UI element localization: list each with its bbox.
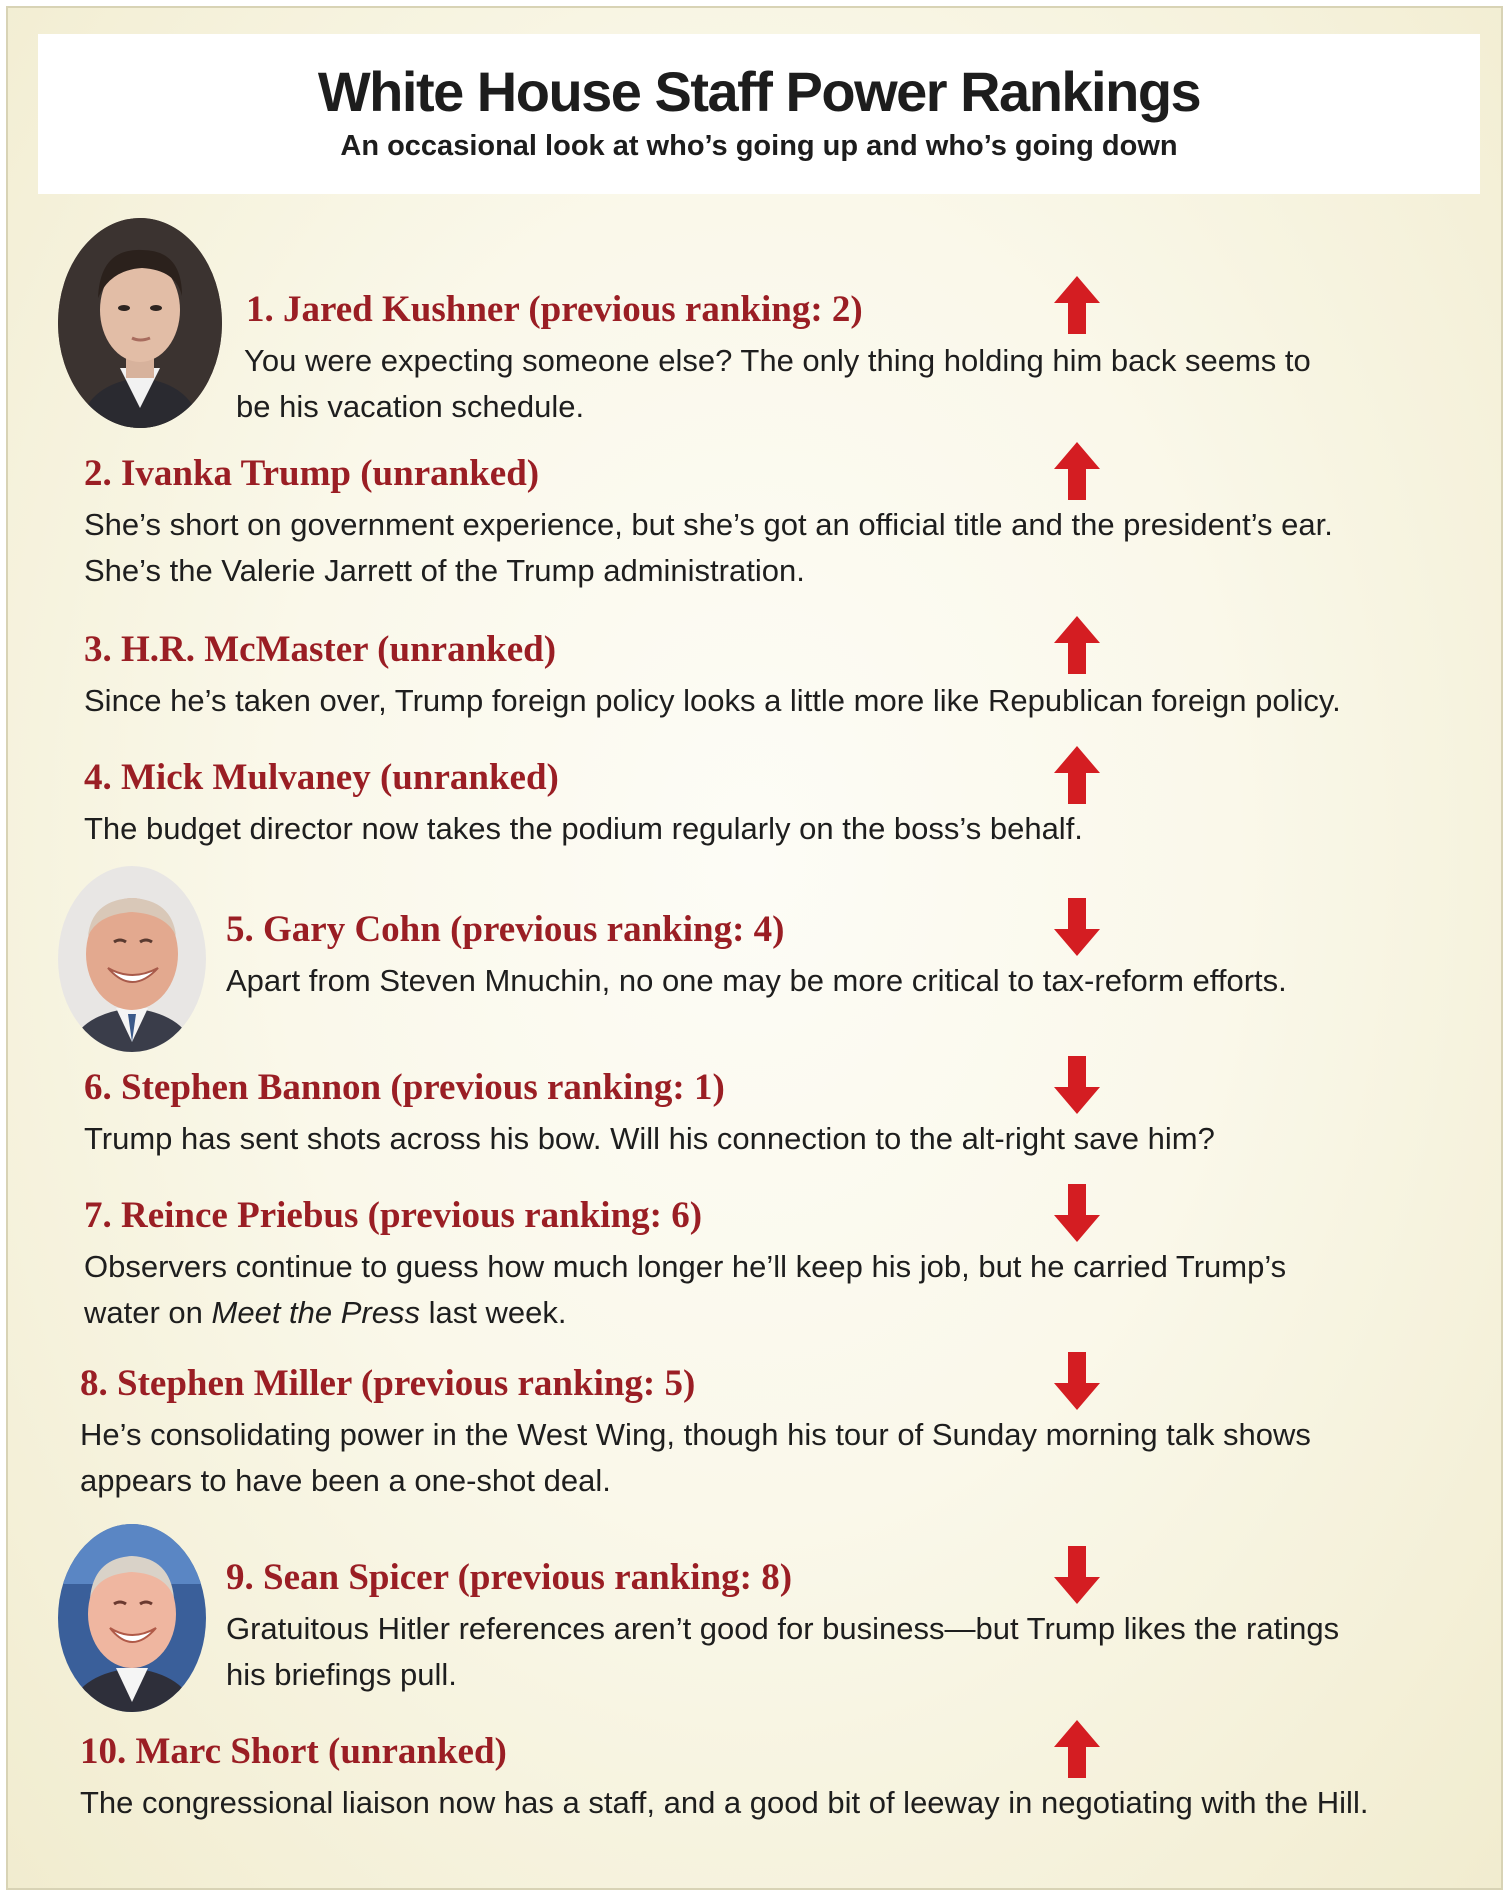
ranking-description: The congressional liaison now has a staff, and a good bit of leeway in negotiating with the Hill. [80,1785,1369,1820]
ranking-description: You were expecting someone else? The only thing holding him back seems to be his vacation schedule. [236,343,1311,424]
portrait-jared-kushner [58,218,222,428]
ranking-heading: 10. Marc Short (unranked) [80,1731,507,1772]
arrow-up-icon [1054,616,1100,674]
ranking-description: Apart from Steven Mnuchin, no one may be more critical to tax-reform efforts. [226,963,1287,998]
page-subtitle: An occasional look at who’s going up and who’s going down [340,130,1178,162]
ranking-heading: 7. Reince Priebus (previous ranking: 6) [84,1195,703,1236]
ranking-heading: 4. Mick Mulvaney (unranked) [84,757,559,798]
header-panel [38,34,1480,194]
ranking-description: Since he’s taken over, Trump foreign policy looks a little more like Republican foreign policy. [84,683,1341,718]
arrow-down-icon [1054,1184,1100,1242]
portrait-gary-cohn [58,866,206,1052]
ranking-heading: 3. H.R. McMaster (unranked) [84,629,557,670]
ranking-description: He’s consolidating power in the West Wing, though his tour of Sunday morning talk shows appears to have been a one-shot deal. [80,1417,1311,1498]
arrow-down-icon [1054,1546,1100,1604]
arrow-down-icon [1054,898,1100,956]
ranking-description: The budget director now takes the podium regularly on the boss’s behalf. [84,811,1083,846]
arrow-up-icon [1054,442,1100,500]
ranking-description: She’s short on government experience, but she’s got an official title and the president’s ear. She’s the Valerie Jarrett of the Trump administration. [84,507,1333,588]
arrow-up-icon [1054,276,1100,334]
ranking-description: Gratuitous Hitler references aren’t good for business—but Trump likes the ratings his briefings pull. [226,1611,1340,1692]
ranking-heading: 6. Stephen Bannon (previous ranking: 1) [84,1067,725,1108]
ranking-heading: 5. Gary Cohn (previous ranking: 4) [226,909,785,950]
arrow-down-icon [1054,1352,1100,1410]
page-title: White House Staff Power Rankings [317,60,1201,123]
arrow-up-icon [1054,1720,1100,1778]
ranking-heading: 9. Sean Spicer (previous ranking: 8) [226,1557,793,1598]
ranking-heading: 1. Jared Kushner (previous ranking: 2) [246,289,863,330]
ranking-heading: 2. Ivanka Trump (unranked) [84,453,540,494]
portrait-sean-spicer [58,1524,206,1712]
arrow-down-icon [1054,1056,1100,1114]
ranking-description: Trump has sent shots across his bow. Will his connection to the alt-right save him? [84,1121,1215,1156]
infographic-frame [6,6,1503,1890]
arrow-up-icon [1054,746,1100,804]
ranking-heading: 8. Stephen Miller (previous ranking: 5) [80,1363,696,1404]
ranking-description: Observers continue to guess how much longer he’ll keep his job, but he carried Trump’s water on Meet the Press last week. [84,1249,1287,1330]
